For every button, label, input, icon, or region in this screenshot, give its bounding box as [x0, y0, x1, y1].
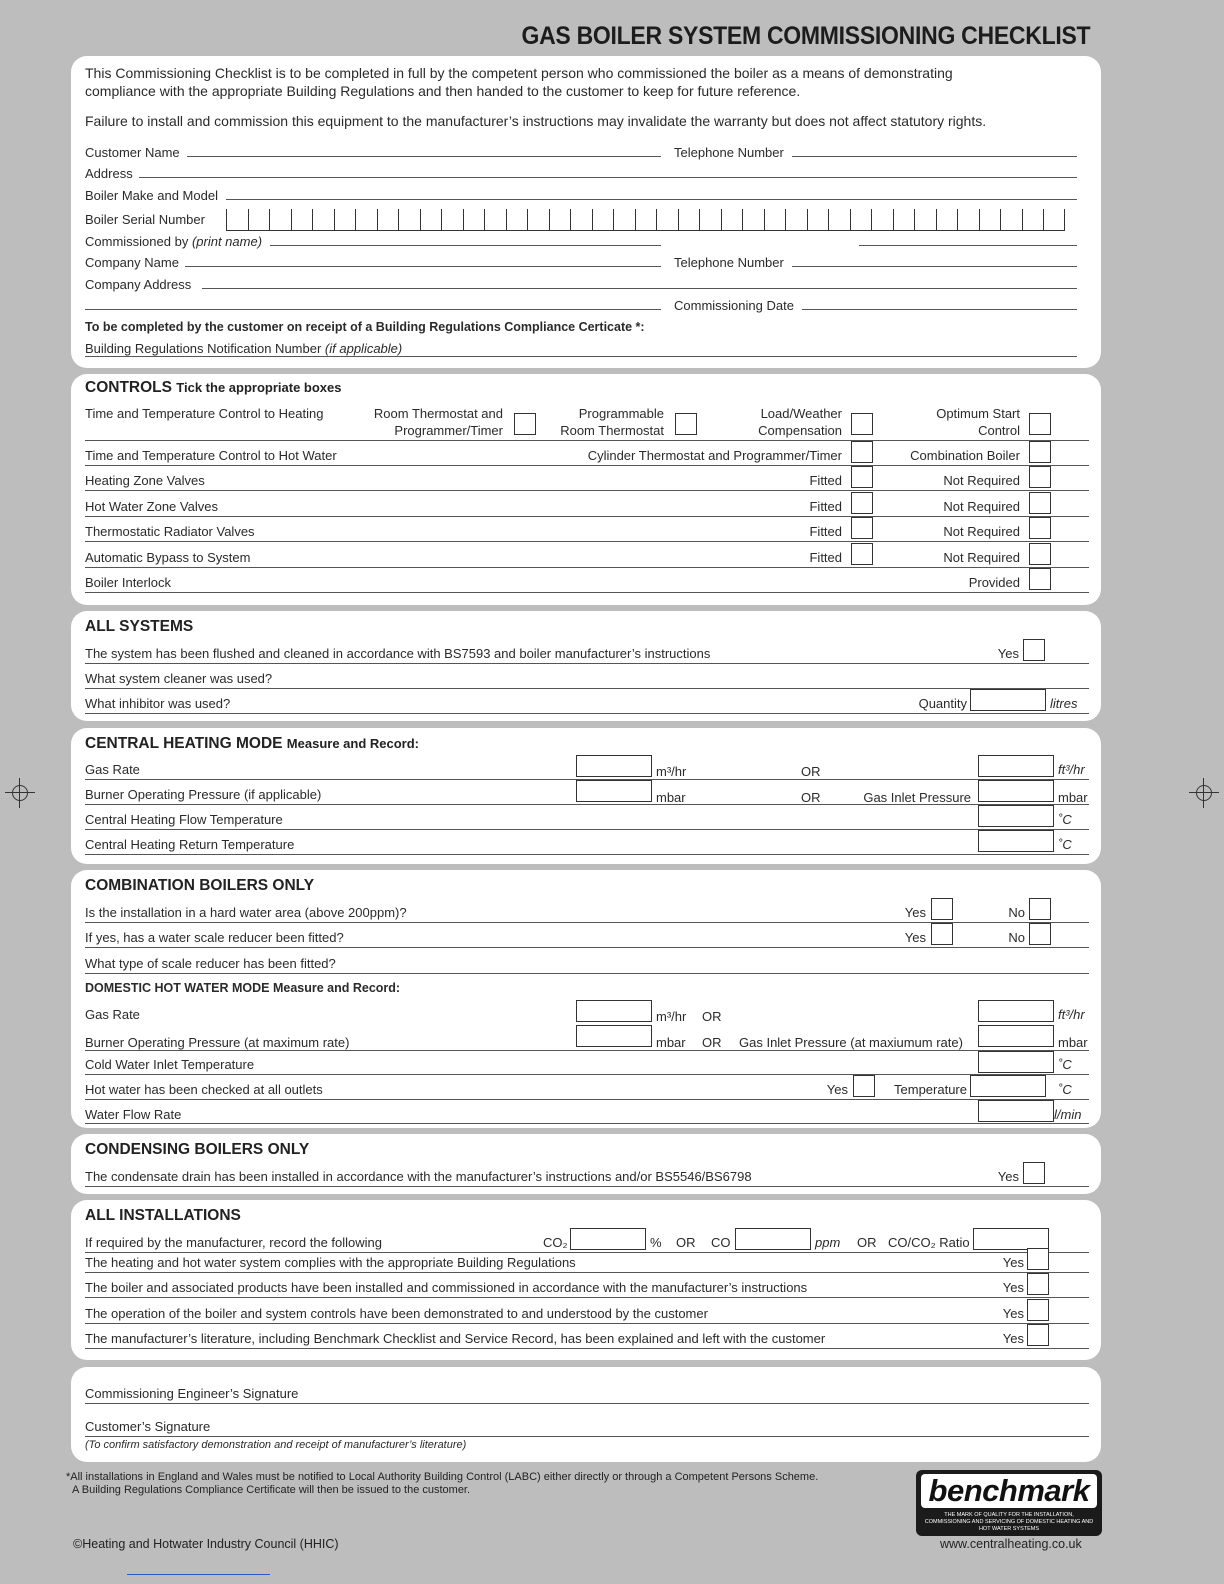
co-co2-ratio-field[interactable] [973, 1228, 1049, 1250]
or-label: OR [676, 1235, 696, 1250]
or-label: OR [702, 1009, 722, 1024]
boiler-serial-field[interactable] [226, 209, 1065, 231]
inhibitor-label: What inhibitor was used? [85, 696, 231, 711]
flushed-yes-label: Yes [997, 646, 1019, 661]
underline-mark [127, 1574, 270, 1575]
commissioned-by-extra-field[interactable] [859, 245, 1077, 246]
commissioning-date-field[interactable] [802, 309, 1077, 310]
serial-digit-box[interactable] [635, 209, 657, 231]
serial-digit-box[interactable] [678, 209, 700, 231]
fitted-checkbox[interactable] [851, 517, 873, 539]
copyright: ©Heating and Hotwater Industry Council (HHIC) [73, 1537, 339, 1551]
ch-burner-pressure-field[interactable] [576, 780, 652, 802]
flow-rate-field[interactable] [978, 1100, 1054, 1122]
condensate-drain-label: The condensate drain has been installed in accordance with the manufacturer’s instructions and/or BS5546/BS6798 [85, 1169, 752, 1184]
serial-digit-box[interactable] [721, 209, 743, 231]
m3hr-unit: m³/hr [656, 764, 687, 779]
fitted-label: Fitted [809, 473, 842, 488]
load-weather-checkbox[interactable] [851, 413, 873, 435]
serial-digit-box[interactable] [742, 209, 764, 231]
ch-burner-pressure-label: Burner Operating Pressure (if applicable) [85, 787, 322, 802]
customer-signature-label: Customer’s Signature [85, 1419, 211, 1434]
serial-digit-box[interactable] [1000, 209, 1022, 231]
serial-digit-box[interactable] [355, 209, 377, 231]
intro-text-1: This Commissioning Checklist is to be completed in full by the competent person who commissioned the boiler as a means of demonstrating [85, 65, 953, 81]
if-applicable-note: (if applicable) [324, 341, 403, 356]
hot-water-checked-label: Hot water has been checked at all outlets [85, 1082, 323, 1097]
ppm-unit: ppm [815, 1235, 841, 1250]
serial-digit-box[interactable] [807, 209, 829, 231]
quantity-field[interactable] [970, 689, 1046, 711]
boiler-serial-label: Boiler Serial Number [85, 212, 205, 227]
condensate-yes-checkbox[interactable] [1023, 1162, 1045, 1184]
divider [85, 465, 1089, 466]
divider [85, 1074, 1089, 1075]
yes-label: Yes [904, 930, 926, 945]
litres-unit: litres [1050, 696, 1078, 711]
divider [85, 567, 1089, 568]
hard-water-yes-checkbox[interactable] [931, 898, 953, 920]
serial-digit-box[interactable] [1043, 209, 1065, 231]
yes-label: Yes [826, 1082, 848, 1097]
dhw-gas-rate-ft3-field[interactable] [978, 1000, 1054, 1022]
hot-water-yes-checkbox[interactable] [853, 1075, 875, 1097]
divider [85, 516, 1089, 517]
all-installations-heading: ALL INSTALLATIONS [85, 1207, 241, 1224]
fitted-label: Fitted [809, 524, 842, 539]
divider [85, 1348, 1089, 1349]
yes-label: Yes [1002, 1255, 1024, 1270]
all-installations-section [71, 1200, 1101, 1360]
central-heating-section [71, 728, 1101, 864]
boiler-make-field[interactable] [226, 199, 1077, 200]
engineer-signature-field[interactable] [85, 1403, 1089, 1404]
flushed-label: The system has been flushed and cleaned in accordance with BS7593 and boiler manufacturer’s instructions [85, 646, 711, 661]
cylinder-thermostat-label: Cylinder Thermostat and Programmer/Timer [587, 448, 842, 463]
not-required-checkbox[interactable] [1029, 492, 1051, 514]
ch-gas-rate-label: Gas Rate [85, 762, 140, 777]
not-required-checkbox[interactable] [1029, 517, 1051, 539]
condensing-boilers-section [71, 1134, 1101, 1194]
m3hr-unit: m³/hr [656, 1009, 687, 1024]
company-address-field-2[interactable] [85, 309, 661, 310]
flow-rate-label: Water Flow Rate [85, 1107, 182, 1122]
degc-unit: ˚C [1058, 837, 1072, 852]
scale-reducer-yes-checkbox[interactable] [931, 923, 953, 945]
hot-water-control-label: Time and Temperature Control to Hot Water [85, 448, 337, 463]
mbar-unit: mbar [1058, 790, 1088, 805]
print-name-note: (print name) [191, 234, 263, 249]
serial-digit-box[interactable] [592, 209, 614, 231]
serial-digit-box[interactable] [226, 209, 248, 231]
serial-digit-box[interactable] [699, 209, 721, 231]
degc-unit: ˚C [1058, 1082, 1072, 1097]
optimum-start-label-2: Control [978, 423, 1020, 438]
controls-heading [85, 379, 341, 397]
ch-gas-inlet-field[interactable] [978, 780, 1054, 802]
serial-digit-box[interactable] [441, 209, 463, 231]
load-weather-label-1: Load/Weather [760, 406, 842, 421]
serial-digit-box[interactable] [420, 209, 442, 231]
address-label: Address [85, 166, 133, 181]
serial-digit-box[interactable] [506, 209, 528, 231]
installation-yes-checkbox[interactable] [1027, 1273, 1049, 1295]
fitted-checkbox[interactable] [851, 492, 873, 514]
lmin-unit: l/min [1054, 1107, 1082, 1122]
customer-name-label: Customer Name [85, 145, 180, 160]
divider [85, 947, 1089, 948]
divider [85, 592, 1089, 593]
intro-text-2: compliance with the appropriate Building Regulations and then handed to the customer to keep for future reference. [85, 83, 801, 99]
company-telephone-field[interactable] [792, 266, 1077, 267]
serial-digit-box[interactable] [312, 209, 334, 231]
divider [85, 1323, 1089, 1324]
customer-name-field[interactable] [187, 156, 661, 157]
not-required-label: Not Required [943, 549, 1020, 565]
serial-digit-box[interactable] [979, 209, 1001, 231]
registration-mark-left-icon [5, 778, 35, 808]
co2-label: CO₂ [543, 1235, 568, 1250]
no-label: No [1008, 905, 1025, 920]
serial-digit-box[interactable] [291, 209, 313, 231]
ft3hr-unit: ft³/hr [1058, 762, 1085, 777]
yes-label: Yes [904, 905, 926, 920]
no-label: No [1008, 930, 1025, 945]
combination-boiler-label: Combination Boiler [910, 448, 1020, 463]
not-required-label: Not Required [943, 473, 1020, 488]
ch-return-temp-field[interactable] [978, 830, 1054, 852]
record-following-label: If required by the manufacturer, record the following [85, 1235, 382, 1250]
serial-digit-box[interactable] [785, 209, 807, 231]
optimum-start-label-1: Optimum Start [936, 406, 1020, 421]
warranty-text: Failure to install and commission this equipment to the manufacturer’s instructions may invalidate the warranty but does not affect statutory rights. [85, 113, 987, 129]
serial-digit-box[interactable] [656, 209, 678, 231]
serial-digit-box[interactable] [850, 209, 872, 231]
system-cleaner-label: What system cleaner was used? [85, 671, 273, 686]
degc-unit: ˚C [1058, 1057, 1072, 1072]
benchmark-logo [916, 1470, 1102, 1536]
degc-unit: ˚C [1058, 812, 1072, 827]
divider [85, 1297, 1089, 1298]
serial-digit-box[interactable] [893, 209, 915, 231]
company-telephone-label: Telephone Number [674, 255, 784, 270]
scale-type-label: What type of scale reducer has been fitted? [85, 956, 336, 971]
page-title: GAS BOILER SYSTEM COMMISSIONING CHECKLIST [521, 22, 1090, 50]
boiler-interlock-checkbox[interactable] [1029, 568, 1051, 590]
fitted-label: Fitted [809, 549, 842, 565]
divider [85, 1050, 1089, 1051]
serial-digit-box[interactable] [377, 209, 399, 231]
room-thermostat-label-2: Programmer/Timer [394, 423, 503, 438]
fitted-label: Fitted [809, 498, 842, 514]
ch-return-temp-label: Central Heating Return Temperature [85, 837, 295, 852]
quantity-label: Quantity [918, 696, 967, 711]
divider [85, 490, 1089, 491]
hard-water-no-checkbox[interactable] [1029, 898, 1051, 920]
serial-digit-box[interactable] [570, 209, 592, 231]
divider [85, 1186, 1089, 1187]
customer-completion-note: To be completed by the customer on receipt of a Building Regulations Compliance Certicate *: [85, 320, 645, 334]
ch-flow-temp-label: Central Heating Flow Temperature [85, 812, 283, 827]
control-row-label: Hot Water Zone Valves [85, 498, 218, 514]
hard-water-label: Is the installation in a hard water area (above 200ppm)? [85, 905, 407, 920]
serial-digit-box[interactable] [334, 209, 356, 231]
footnote-2: A Building Regulations Compliance Certificate will then be issued to the customer. [72, 1484, 471, 1496]
registration-mark-right-icon [1189, 778, 1219, 808]
controls-subheading: Tick the appropriate boxes [176, 380, 342, 395]
not-required-checkbox[interactable] [1029, 543, 1051, 565]
control-row-label: Thermostatic Radiator Valves [85, 524, 255, 539]
percent-unit: % [650, 1235, 662, 1250]
telephone-label: Telephone Number [674, 145, 784, 160]
engineer-signature-label: Commissioning Engineer’s Signature [85, 1386, 299, 1401]
dhw-gas-inlet-label: Gas Inlet Pressure (at maxiumum rate) [739, 1035, 963, 1050]
cold-water-field[interactable] [978, 1051, 1054, 1073]
installation-yes-checkbox[interactable] [1027, 1299, 1049, 1321]
combination-boiler-checkbox[interactable] [1029, 441, 1051, 463]
serial-digit-box[interactable] [1022, 209, 1044, 231]
company-name-label: Company Name [85, 255, 179, 270]
benchmark-logo-text: benchmark [921, 1474, 1097, 1508]
notification-number-text: Building Regulations Notification Number [85, 341, 322, 356]
room-thermostat-label-1: Room Thermostat and [373, 406, 503, 421]
dhw-gas-inlet-field[interactable] [978, 1025, 1054, 1047]
programmable-label-1: Programmable [578, 406, 664, 421]
confirm-note: (To confirm satisfactory demonstration and receipt of manufacturer’s literature) [85, 1439, 467, 1451]
cylinder-thermostat-checkbox[interactable] [851, 441, 873, 463]
controls-section [71, 374, 1101, 605]
installation-yes-checkbox[interactable] [1027, 1248, 1049, 1270]
divider [85, 1272, 1089, 1273]
heating-control-label: Time and Temperature Control to Heating [85, 406, 324, 421]
serial-digit-box[interactable] [936, 209, 958, 231]
installation-statement: The manufacturer’s literature, including Benchmark Checklist and Service Record, has been explained and left with the customer [85, 1330, 826, 1346]
not-required-checkbox[interactable] [1029, 466, 1051, 488]
customer-details-section [71, 56, 1101, 368]
dhw-gas-rate-m3-field[interactable] [576, 1000, 652, 1022]
signatures-section [71, 1367, 1101, 1462]
installation-statement: The operation of the boiler and system controls have been demonstrated to and understood by the customer [85, 1305, 708, 1321]
yes-label: Yes [1002, 1280, 1024, 1296]
dhw-burner-pressure-field[interactable] [576, 1025, 652, 1047]
fitted-checkbox[interactable] [851, 543, 873, 565]
serial-digit-box[interactable] [871, 209, 893, 231]
commissioning-date-label: Commissioning Date [674, 298, 794, 313]
mbar-unit: mbar [656, 1035, 686, 1050]
controls-title: CONTROLS [85, 379, 172, 396]
commissioned-by-text: Commissioned by [85, 234, 189, 249]
boiler-interlock-label: Boiler Interlock [85, 575, 171, 590]
mbar-unit: mbar [656, 790, 686, 805]
ch-gas-rate-m3-field[interactable] [576, 755, 652, 777]
provided-label: Provided [968, 575, 1020, 590]
fitted-checkbox[interactable] [851, 466, 873, 488]
dhw-burner-pressure-label: Burner Operating Pressure (at maximum rate) [85, 1035, 350, 1050]
boiler-make-label: Boiler Make and Model [85, 188, 218, 203]
co-label: CO [711, 1235, 731, 1250]
divider [85, 804, 1089, 805]
notification-number-label [85, 341, 402, 356]
serial-digit-box[interactable] [828, 209, 850, 231]
divider [85, 1099, 1089, 1100]
yes-label: Yes [1002, 1305, 1024, 1321]
ch-flow-temp-field[interactable] [978, 805, 1054, 827]
mbar-unit: mbar [1058, 1035, 1088, 1050]
divider [85, 1123, 1089, 1124]
or-label: OR [857, 1235, 877, 1250]
serial-digit-box[interactable] [484, 209, 506, 231]
address-field[interactable] [139, 177, 1077, 178]
co-co2-ratio-label: CO/CO₂ Ratio [888, 1235, 970, 1250]
not-required-label: Not Required [943, 524, 1020, 539]
yes-label: Yes [997, 1169, 1019, 1184]
serial-digit-box[interactable] [549, 209, 571, 231]
ft3hr-unit: ft³/hr [1058, 1007, 1085, 1022]
commissioned-by-field[interactable] [270, 245, 661, 246]
cold-water-label: Cold Water Inlet Temperature [85, 1057, 255, 1072]
hot-water-temperature-field[interactable] [970, 1075, 1046, 1097]
dhw-heading: DOMESTIC HOT WATER MODE Measure and Record: [85, 981, 401, 995]
installation-yes-checkbox[interactable] [1027, 1324, 1049, 1346]
divider [85, 541, 1089, 542]
combination-boilers-section [71, 870, 1101, 1128]
divider [85, 1252, 1089, 1253]
installation-statement: The boiler and associated products have been installed and commissioned in accordance with the manufacturer’s instructions [85, 1280, 808, 1296]
serial-digit-box[interactable] [463, 209, 485, 231]
notification-number-field[interactable] [85, 356, 1077, 357]
or-label: OR [702, 1035, 722, 1050]
load-weather-label-2: Compensation [758, 423, 842, 438]
room-thermostat-checkbox[interactable] [514, 413, 536, 435]
condensing-heading: CONDENSING BOILERS ONLY [85, 1141, 310, 1158]
combination-heading: COMBINATION BOILERS ONLY [85, 877, 315, 894]
co2-field[interactable] [570, 1228, 646, 1250]
customer-signature-field[interactable] [85, 1436, 1089, 1437]
flushed-yes-checkbox[interactable] [1023, 639, 1045, 661]
central-heating-subheading: Measure and Record: [286, 736, 419, 751]
company-address-field[interactable] [202, 288, 1077, 289]
or-label: OR [801, 790, 821, 805]
divider [85, 854, 1089, 855]
scale-reducer-label: If yes, has a water scale reducer been fitted? [85, 930, 344, 945]
or-label: OR [801, 764, 821, 779]
serial-digit-box[interactable] [248, 209, 270, 231]
company-name-field[interactable] [185, 266, 661, 267]
commissioned-by-label [85, 234, 262, 249]
serial-digit-box[interactable] [613, 209, 635, 231]
optimum-start-checkbox[interactable] [1029, 413, 1051, 435]
all-systems-heading: ALL SYSTEMS [85, 618, 194, 635]
serial-digit-box[interactable] [764, 209, 786, 231]
ch-gas-rate-ft3-field[interactable] [978, 755, 1054, 777]
company-address-label: Company Address [85, 277, 192, 292]
serial-digit-box[interactable] [957, 209, 979, 231]
website-link[interactable]: www.centralheating.co.uk [940, 1537, 1082, 1551]
divider [85, 663, 1089, 664]
dhw-gas-rate-label: Gas Rate [85, 1007, 140, 1022]
telephone-field[interactable] [792, 156, 1077, 157]
footnote-1: *All installations in England and Wales must be notified to Local Authority Building Control (LABC) either directly or through a Competent Persons Scheme. [66, 1471, 819, 1483]
not-required-label: Not Required [943, 498, 1020, 514]
yes-label: Yes [1002, 1330, 1024, 1346]
central-heating-heading [85, 735, 419, 753]
divider [85, 440, 1089, 441]
divider [85, 829, 1089, 830]
control-row-label: Heating Zone Valves [85, 473, 205, 488]
serial-digit-box[interactable] [914, 209, 936, 231]
scale-reducer-no-checkbox[interactable] [1029, 923, 1051, 945]
temperature-label: Temperature [894, 1082, 967, 1097]
co-field[interactable] [735, 1228, 811, 1250]
installation-statement: The heating and hot water system complies with the appropriate Building Regulations [85, 1255, 576, 1270]
programmable-label-2: Room Thermostat [560, 423, 664, 438]
serial-digit-box[interactable] [269, 209, 291, 231]
programmable-thermostat-checkbox[interactable] [675, 413, 697, 435]
inhibitor-field[interactable] [85, 713, 1089, 714]
all-systems-section [71, 611, 1101, 721]
ch-gas-inlet-label: Gas Inlet Pressure [863, 790, 971, 805]
serial-digit-box[interactable] [527, 209, 549, 231]
control-row-label: Automatic Bypass to System [85, 549, 251, 565]
serial-digit-box[interactable] [398, 209, 420, 231]
scale-type-field[interactable] [85, 973, 1089, 974]
benchmark-logo-tagline: THE MARK OF QUALITY FOR THE INSTALLATION, COMMISSIONING AND SERVICING OF DOMESTIC HEATING AND HOT WATER SYSTEMS [924, 1512, 1094, 1532]
system-cleaner-field[interactable] [85, 688, 1089, 689]
central-heating-title: CENTRAL HEATING MODE [85, 735, 283, 752]
